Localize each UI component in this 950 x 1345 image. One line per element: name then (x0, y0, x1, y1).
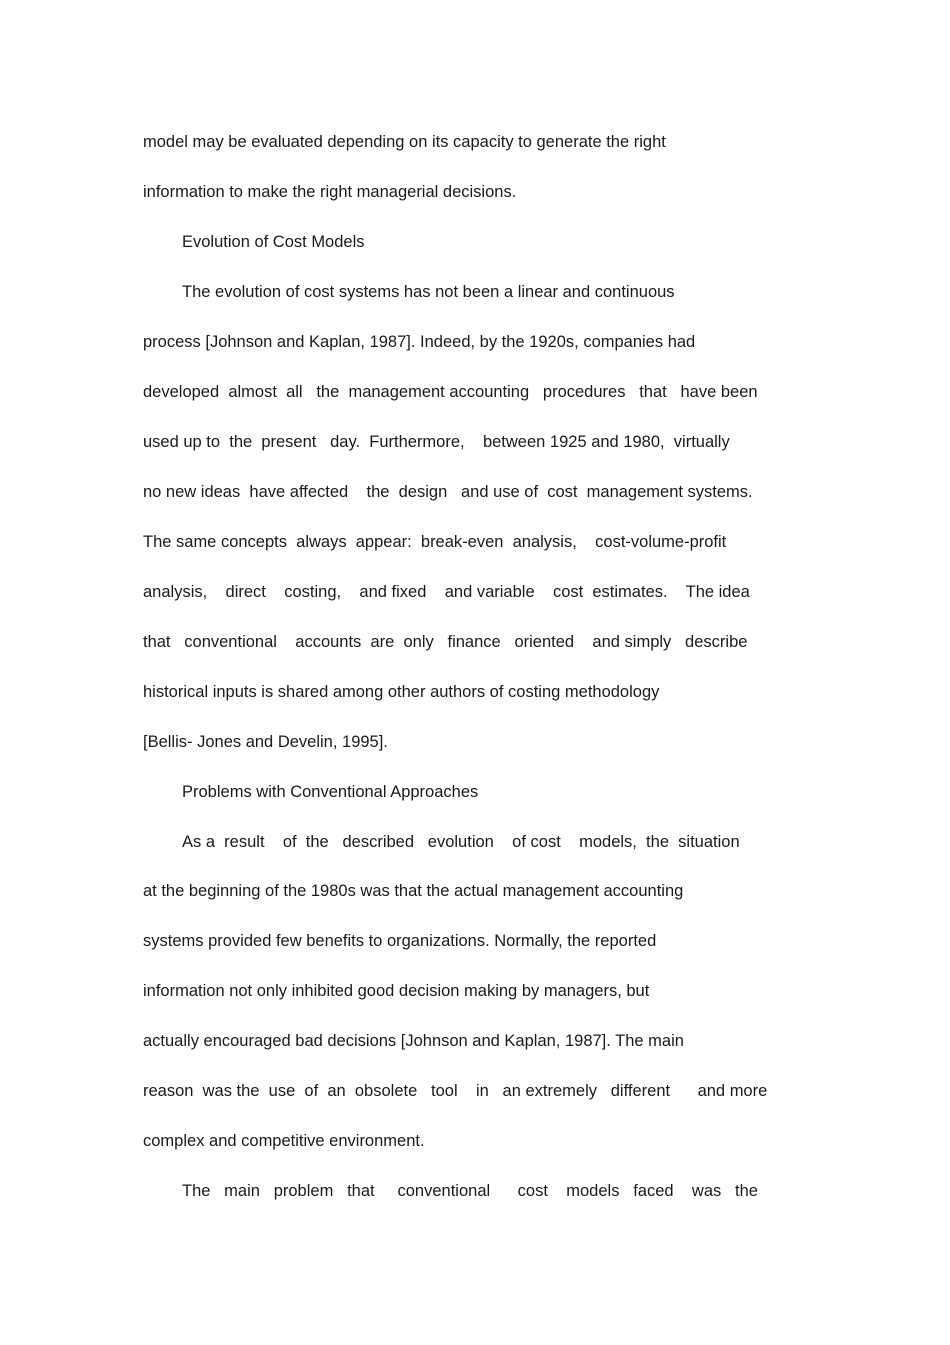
paragraph-line: [Bellis- Jones and Develin, 1995]. (143, 733, 388, 751)
paragraph-line: used up to the present day. Furthermore, between 1925 and 1980, virtually (143, 433, 730, 451)
paragraph-line: model may be evaluated depending on its capacity to generate the right (143, 133, 666, 151)
section-heading-evolution: Evolution of Cost Models (182, 233, 365, 251)
paragraph-line: The main problem that conventional cost models faced was the (182, 1182, 758, 1200)
paragraph-line: process [Johnson and Kaplan, 1987]. Indeed, by the 1920s, companies had (143, 333, 696, 351)
paragraph-line: The evolution of cost systems has not been a linear and continuous (182, 283, 675, 301)
paragraph-line: no new ideas have affected the design and use of cost management systems. (143, 483, 753, 501)
paragraph-line: systems provided few benefits to organizations. Normally, the reported (143, 932, 657, 950)
paragraph-line: developed almost all the management accounting procedures that have been (143, 383, 758, 401)
paragraph-line: that conventional accounts are only finance oriented and simply describe (143, 633, 748, 651)
paragraph-line: information to make the right managerial decisions. (143, 183, 517, 201)
paragraph-line: at the beginning of the 1980s was that the actual management accounting (143, 882, 684, 900)
paragraph-line: complex and competitive environment. (143, 1132, 425, 1150)
paragraph-line: analysis, direct costing, and fixed and variable cost estimates. The idea (143, 583, 750, 601)
section-heading-problems: Problems with Conventional Approaches (182, 783, 479, 801)
paragraph-line: historical inputs is shared among other authors of costing methodology (143, 683, 660, 701)
paragraph-line: reason was the use of an obsolete tool in an extremely different and more (143, 1082, 768, 1100)
paragraph-line: The same concepts always appear: break-even analysis, cost-volume-profit (143, 533, 727, 551)
paragraph-line: information not only inhibited good decision making by managers, but (143, 982, 650, 1000)
paragraph-line: actually encouraged bad decisions [Johnson and Kaplan, 1987]. The main (143, 1032, 684, 1050)
paragraph-line: As a result of the described evolution of cost models, the situation (182, 833, 740, 851)
